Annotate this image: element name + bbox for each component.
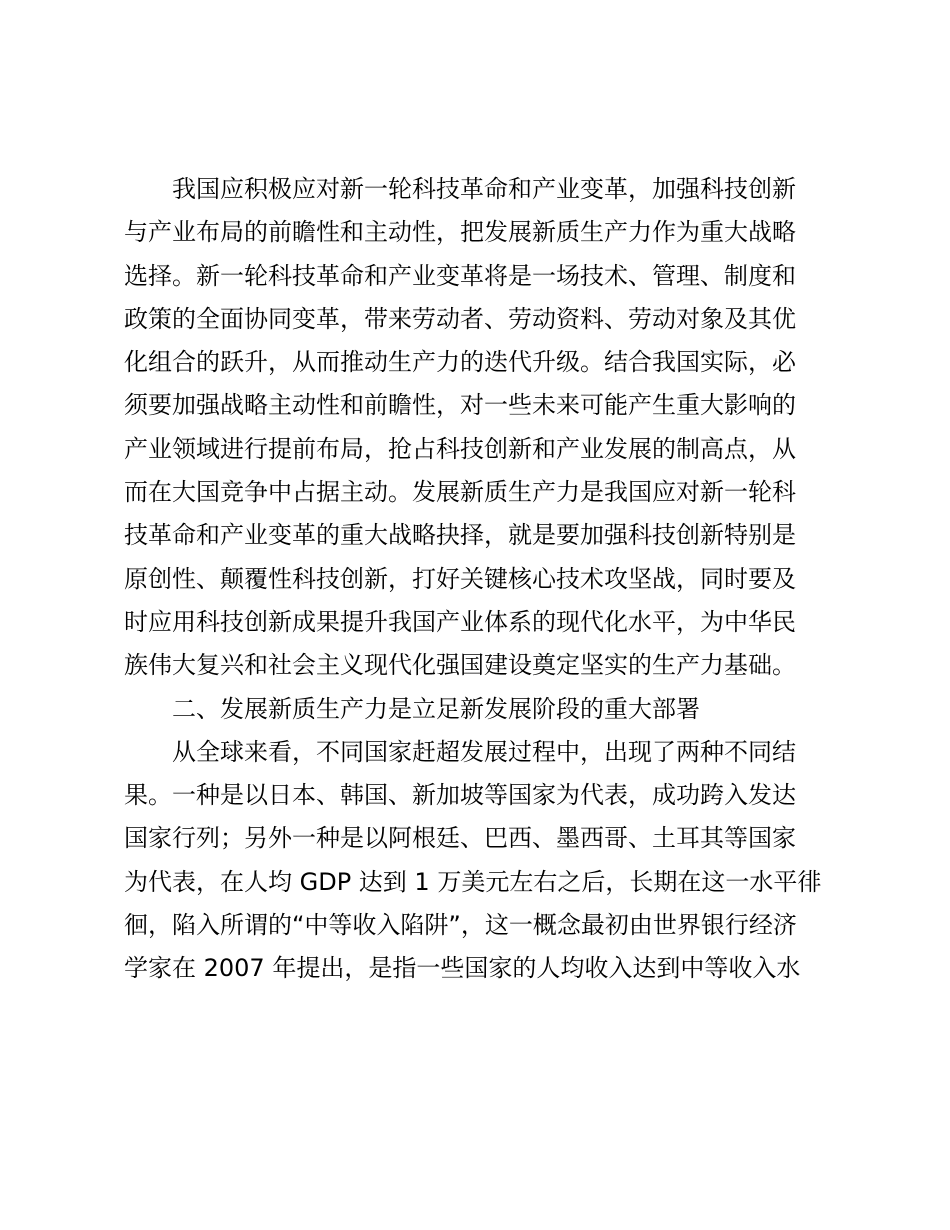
paragraph-line: 学家在 2007 年提出，是指一些国家的人均收入达到中等收入水: [124, 954, 801, 983]
paragraph-line: 徊，陷入所谓的“中等收入陷阱”，这一概念最初由世界银行经济: [124, 911, 797, 940]
paragraph-line: 国家行列；另外一种是以阿根廷、巴西、墨西哥、土耳其等国家: [124, 824, 796, 853]
section-heading: 二、发展新质生产力是立足新发展阶段的重大部署: [172, 694, 700, 723]
paragraph-line: 而在大国竞争中占据主动。发展新质生产力是我国应对新一轮科: [124, 478, 796, 507]
paragraph-line: 时应用科技创新成果提升我国产业体系的现代化水平，为中华民: [124, 607, 796, 636]
paragraph-line: 化组合的跃升，从而推动生产力的迭代升级。结合我国实际，必: [124, 348, 796, 377]
paragraph-line: 技革命和产业变革的重大战略抉择，就是要加强科技创新特别是: [124, 521, 796, 550]
paragraph-line: 选择。新一轮科技革命和产业变革将是一场技术、管理、制度和: [124, 261, 796, 290]
paragraph-line: 政策的全面协同变革，带来劳动者、劳动资料、劳动对象及其优: [124, 304, 796, 333]
paragraph-line: 与产业布局的前瞻性和主动性，把发展新质生产力作为重大战略: [124, 218, 796, 247]
paragraph-line: 果。一种是以日本、韩国、新加坡等国家为代表，成功跨入发达: [124, 781, 796, 810]
paragraph-line: 为代表，在人均 GDP 达到 1 万美元左右之后，长期在这一水平徘: [124, 867, 822, 896]
paragraph-line: 从全球来看，不同国家赶超发展过程中，出现了两种不同结: [172, 737, 796, 766]
paragraph-line: 产业领域进行提前布局，抢占科技创新和产业发展的制高点，从: [124, 434, 796, 463]
paragraph-line: 我国应积极应对新一轮科技革命和产业变革，加强科技创新: [172, 175, 796, 203]
paragraph-line: 须要加强战略主动性和前瞻性，对一些未来可能产生重大影响的: [124, 391, 796, 420]
paragraph-line: 族伟大复兴和社会主义现代化强国建设奠定坚实的生产力基础。: [124, 651, 796, 680]
document-body: [124, 168, 824, 991]
paragraph-line: 原创性、颠覆性科技创新，打好关键核心技术攻坚战，同时要及: [124, 564, 796, 593]
